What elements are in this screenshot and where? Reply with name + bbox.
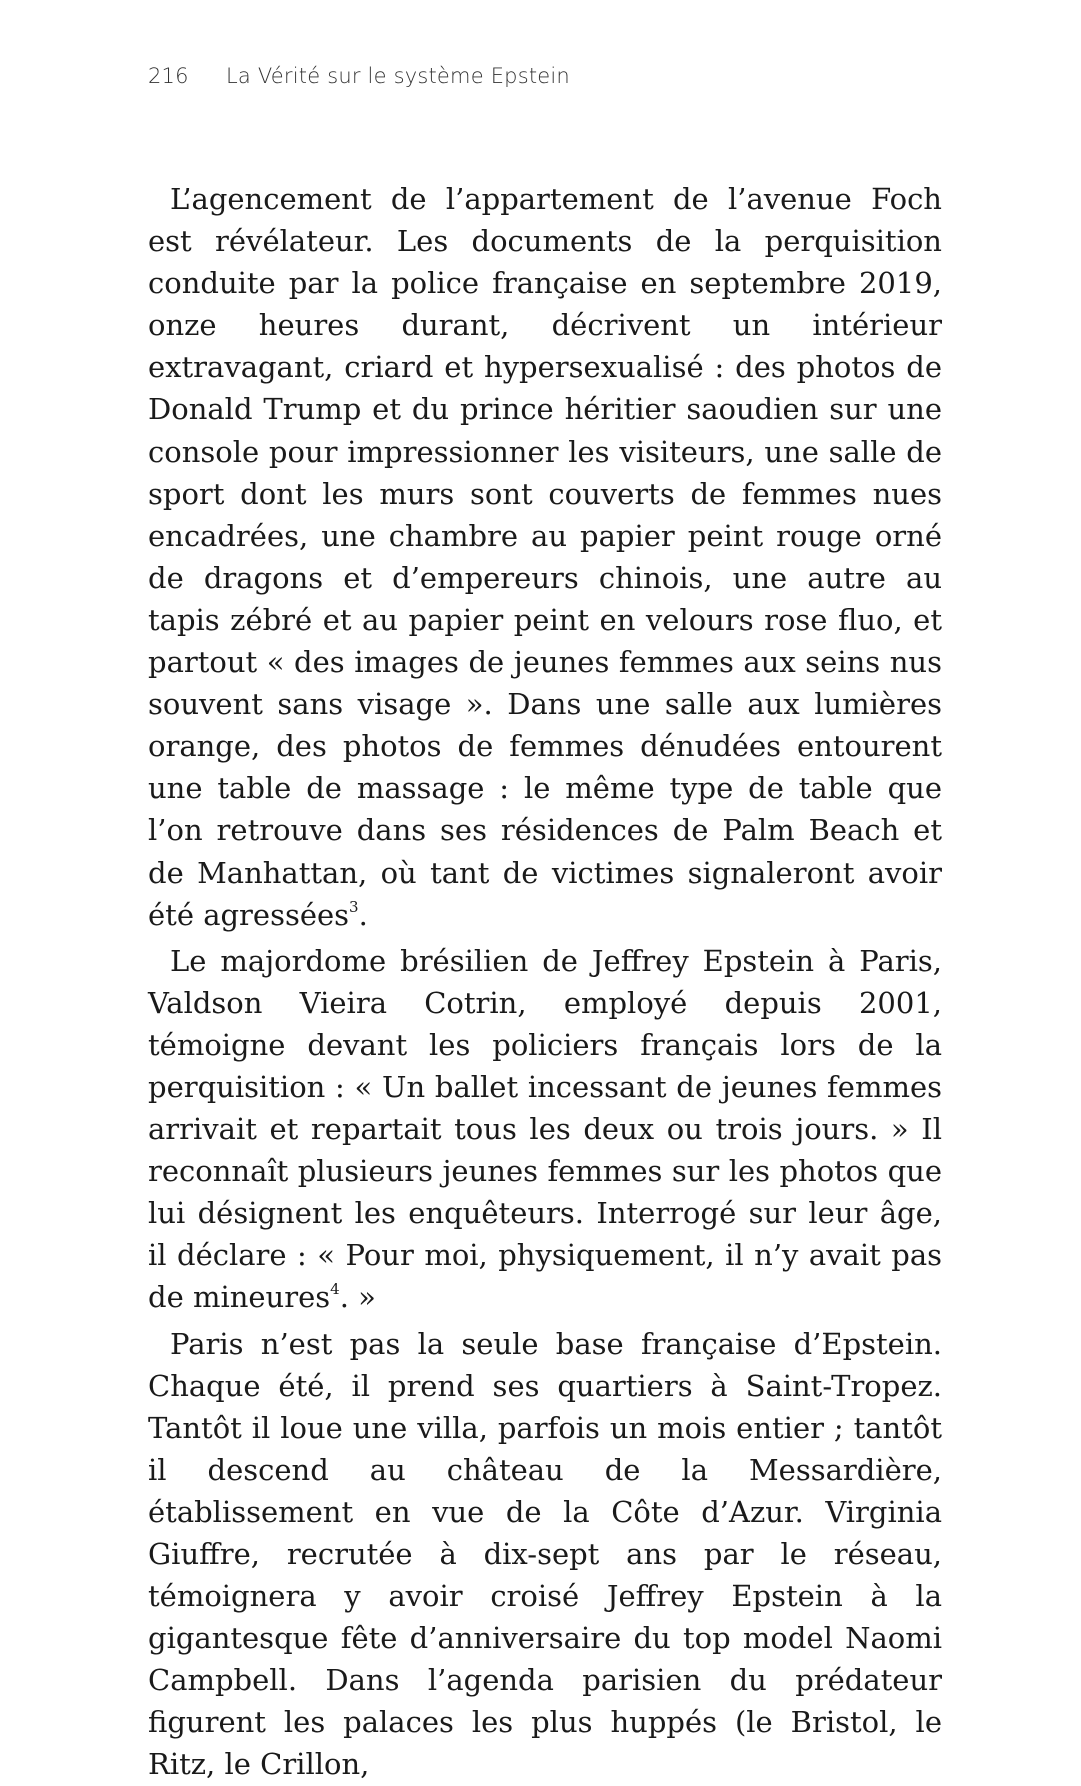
paragraph-tail: . » bbox=[339, 1280, 376, 1315]
paragraph-3 bbox=[148, 1323, 942, 1786]
paragraph-text: Le majordome brésilien de Jeffrey Epstein à Paris, Valdson Vieira Cotrin, employé depuis 2001, témoigne devant les policiers français lors de la perquisition : « Un ballet incessant de jeunes femmes arrivait et repartait tous les deux ou trois jours. » Il reconnaît plusieurs jeunes femmes sur les photos que lui désignent les enquêteurs. Interrogé sur leur âge, il déclare : « Pour moi, physiquement, il n’y avait pas de mineures bbox=[148, 943, 942, 1315]
paragraph-1 bbox=[148, 178, 942, 936]
paragraph-text: L’agencement de l’appartement de l’avenue Foch est révélateur. Les documents de la perquisition conduite par la police française en septembre 2019, onze heures durant, décrivent un intérieur extravagant, criard et hypersexualisé : des photos de Donald Trump et du prince héritier saoudien sur une console pour impressionner les visiteurs, une salle de sport dont les murs sont couverts de femmes nues encadrées, une chambre au papier peint rouge orné de dragons et d’empereurs chinois, une autre au tapis zébré et au papier peint en velours rose fluo, et partout « des images de jeunes femmes aux seins nus souvent sans visage ». Dans une salle aux lumières orange, des photos de femmes dénudées entourent une table de massage : le même type de table que l’on retrouve dans ses résidences de Palm Beach et de Manhattan, où tant de victimes signaleront avoir été agressées bbox=[148, 182, 942, 932]
running-title: La Vérité sur le système Epstein bbox=[226, 64, 570, 88]
page-number: 216 bbox=[148, 64, 189, 88]
paragraph-tail: . bbox=[358, 897, 368, 932]
body-text bbox=[148, 178, 942, 1786]
paragraph-text: Paris n’est pas la seule base française d’Epstein. Chaque été, il prend ses quartiers à Saint-Tropez. Tantôt il loue une villa, parfois un mois entier ; tantôt il descend au château de la Messardière, établissement en vue de la Côte d’Azur. Virginia Giuffre, recrutée à dix-sept ans par le réseau, témoignera y avoir croisé Jeffrey Epstein à la gigantesque fête d’anniversaire du top model Naomi Campbell. Dans l’agenda parisien du prédateur figurent les palaces les plus huppés (le Bristol, le Ritz, le Crillon, bbox=[148, 1326, 942, 1782]
footnote-ref-3: 3 bbox=[349, 897, 359, 916]
footnote-ref-4: 4 bbox=[330, 1280, 340, 1299]
running-header bbox=[148, 64, 570, 88]
paragraph-2 bbox=[148, 940, 942, 1319]
